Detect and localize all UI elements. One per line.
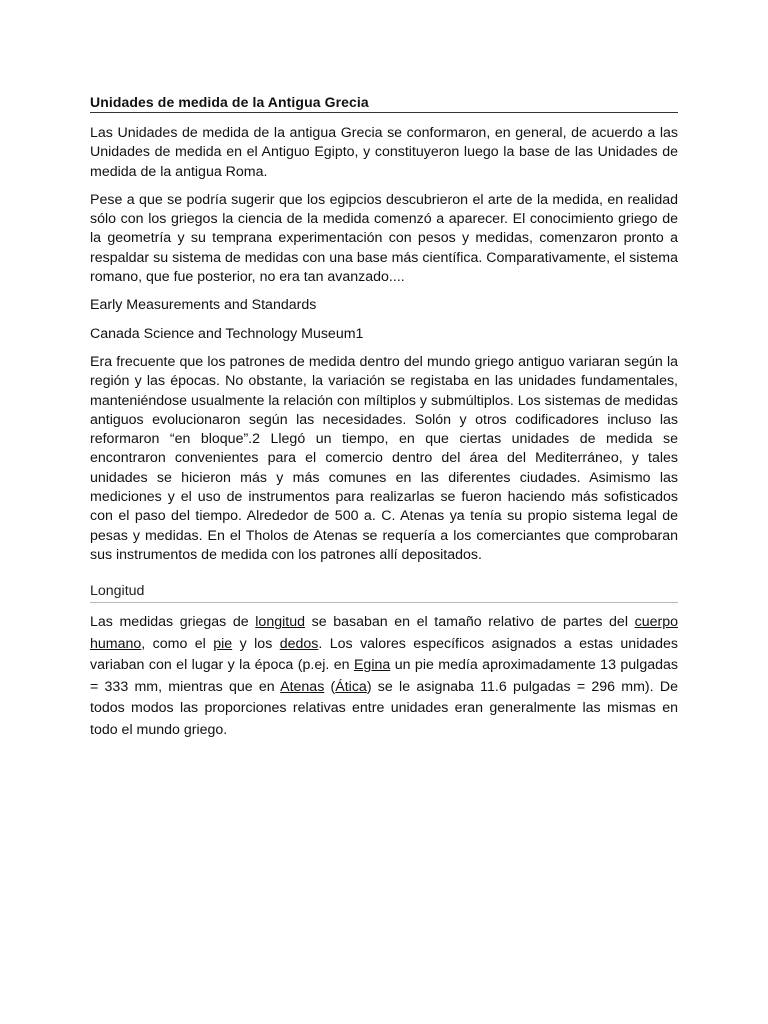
link-dedos[interactable]: dedos: [279, 635, 319, 652]
document-page: [90, 93, 678, 750]
link-longitud[interactable]: longitud: [255, 614, 305, 631]
paragraph-longitud: [90, 612, 678, 741]
text-run: (: [324, 678, 336, 695]
section-heading-longitud: Longitud: [90, 582, 678, 603]
link-atica[interactable]: Ática: [335, 678, 367, 695]
link-cuerpo-humano[interactable]: cuerpo humano: [90, 614, 678, 652]
source-title: Early Measurements and Standards: [90, 297, 317, 314]
text-run: ) se le asignaba 11.6 pulgadas = 296 mm). De todos modos las proporciones relativas entre unidades eran generalmente las mismas en todo el mundo griego.: [90, 678, 678, 738]
intro-paragraph: Las Unidades de medida de la antigua Grecia se conformaron, en general, de acuerdo a las Unidades de medida en el Antiguo Egipto, y constituyeron luego la base de las Unidades de medida de la antigua Roma.: [90, 125, 678, 180]
source-organization: Canada Science and Technology Museum1: [90, 325, 364, 342]
link-egina[interactable]: Egina: [353, 657, 391, 674]
text-run: se basaban en el tamaño relativo de partes del: [304, 614, 635, 631]
text-run: y los: [232, 635, 280, 652]
paragraph-egyptians: Pese a que se podría sugerir que los egipcios descubrieron el arte de la medida, en realidad sólo con los griegos la ciencia de la medida comenzó a aparecer. El conocimiento griego de la geometría y su temprana experimentación con pesos y medidas, comenzaron pronto a respaldar su sistema de medidas con una base más científica. Comparativamente, el sistema romano, que fue posterior, no era tan avanzado....: [90, 191, 678, 286]
text-run: . Los valores específicos asignados a estas unidades variaban con el lugar y la época (p.ej. en: [90, 635, 679, 674]
link-pie[interactable]: pie: [213, 635, 233, 652]
link-atenas[interactable]: Atenas: [280, 678, 325, 695]
page-title: Unidades de medida de la Antigua Grecia: [90, 93, 678, 113]
paragraph-greek-standards: Era frecuente que los patrones de medida dentro del mundo griego antiguo variaran según la región y las épocas. No obstante, la variación se registaba en las unidades fundamentales, manteniéndose usualmente la relación con míltiplos y submúltiplos. Los sistemas de medidas antiguos evolucionaron según las necesidades. Solón y otros codificadores incluso las reformaron “en bloque”.2 Llegó un tiempo, en que ciertas unidades de medida se encontraron convenientes para el comercio dentro del área del Mediterráneo, y tales unidades se hicieron más y más comunes en las diferentes ciudades. Asimismo las mediciones y el uso de instrumentos para realizarlas se fueron haciendo más sofisticados con el paso del tiempo. Alrededor de 500 a. C. Atenas ya tenía su propio sistema legal de pesas y medidas. En el Tholos de Atenas se requería a los comerciantes que comprobaran sus instrumentos de medida con los patrones allí depositados.: [90, 353, 678, 563]
text-run: Las medidas griegas de: [90, 614, 256, 631]
text-run: , como el: [141, 635, 214, 652]
text-run: un pie medía aproximadamente 13 pulgadas = 333 mm, mientras que en: [90, 657, 678, 695]
